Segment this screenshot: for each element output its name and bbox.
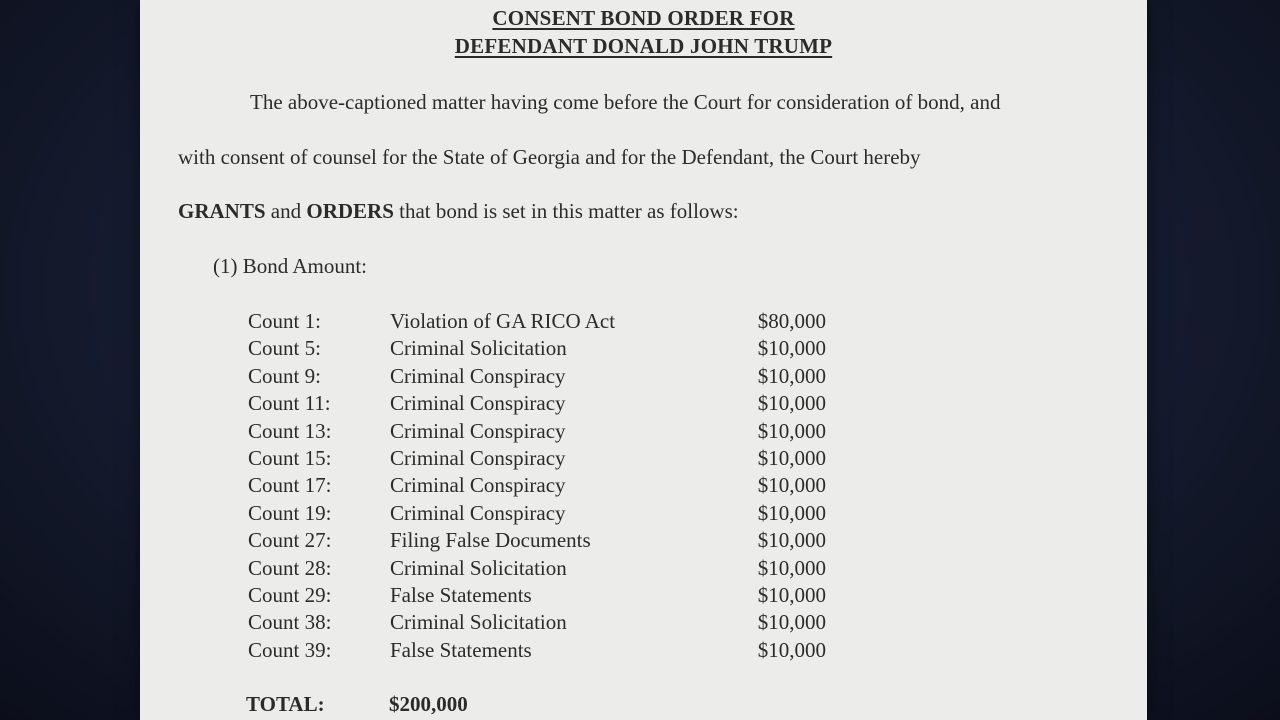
bond-amount: $10,000: [757, 583, 826, 607]
paragraph-line1: The above-captioned matter having come before the Court for consideration of bond, and: [250, 90, 1001, 114]
document-title-line1: CONSENT BOND ORDER FOR: [492, 6, 795, 30]
charge-name: Criminal Solicitation: [390, 555, 567, 580]
charge-name: Criminal Conspiracy: [390, 363, 566, 388]
count-label: Count 19:: [248, 500, 332, 525]
paragraph-line3: [178, 199, 739, 224]
charge-name: Criminal Conspiracy: [390, 473, 566, 498]
charge-name: Filing False Documents: [390, 528, 591, 553]
charge-name: False Statements: [390, 637, 532, 662]
bond-amount: $10,000: [757, 555, 826, 580]
count-label: Count 17:: [248, 473, 332, 498]
charge-name: Violation of GA RICO Act: [390, 309, 616, 333]
total-value: $200,000: [389, 692, 468, 716]
count-label: Count 1:: [248, 309, 321, 333]
and-text: and: [265, 199, 307, 223]
bond-amount: $10,000: [757, 363, 826, 388]
bond-amount: $10,000: [757, 391, 826, 416]
bond-amount: $10,000: [757, 446, 826, 470]
count-label: Count 11:: [248, 391, 331, 416]
charge-name: Criminal Solicitation: [390, 610, 567, 635]
bond-amount: $10,000: [757, 637, 826, 662]
count-label: Count 28:: [248, 555, 332, 580]
charge-name: Criminal Conspiracy: [390, 500, 566, 525]
charge-name: Criminal Conspiracy: [390, 418, 566, 443]
bond-amount: $10,000: [757, 418, 826, 443]
count-label: Count 38:: [248, 610, 332, 635]
document-title-line2: DEFENDANT DONALD JOHN TRUMP: [454, 34, 833, 58]
section-heading: (1) Bond Amount:: [213, 254, 368, 278]
count-label: Count 39:: [248, 637, 332, 662]
bond-amount: $10,000: [757, 500, 826, 525]
bond-amount: $10,000: [757, 473, 826, 498]
bond-amount: $10,000: [757, 336, 826, 361]
paragraph-line2: with consent of counsel for the State of Georgia and for the Defendant, the Court hereby: [178, 145, 921, 169]
paragraph-line3-rest: that bond is set in this matter as follows:: [393, 199, 739, 223]
grants-text: GRANTS: [178, 199, 266, 223]
bond-amount: $10,000: [757, 610, 826, 635]
count-label: Count 9:: [248, 363, 321, 388]
charge-name: False Statements: [390, 583, 532, 607]
total-label: TOTAL:: [246, 692, 325, 716]
charge-name: Criminal Conspiracy: [390, 391, 566, 416]
count-label: Count 29:: [248, 583, 332, 607]
charge-name: Criminal Solicitation: [390, 336, 567, 361]
charge-name: Criminal Conspiracy: [390, 446, 566, 470]
bond-amount: $80,000: [757, 309, 826, 333]
count-label: Count 15:: [248, 446, 332, 470]
document-page: [140, 0, 1147, 720]
count-label: Count 5:: [248, 336, 321, 361]
orders-text: ORDERS: [306, 199, 394, 223]
bond-amount: $10,000: [757, 528, 826, 553]
count-label: Count 13:: [248, 418, 332, 443]
count-label: Count 27:: [248, 528, 332, 553]
